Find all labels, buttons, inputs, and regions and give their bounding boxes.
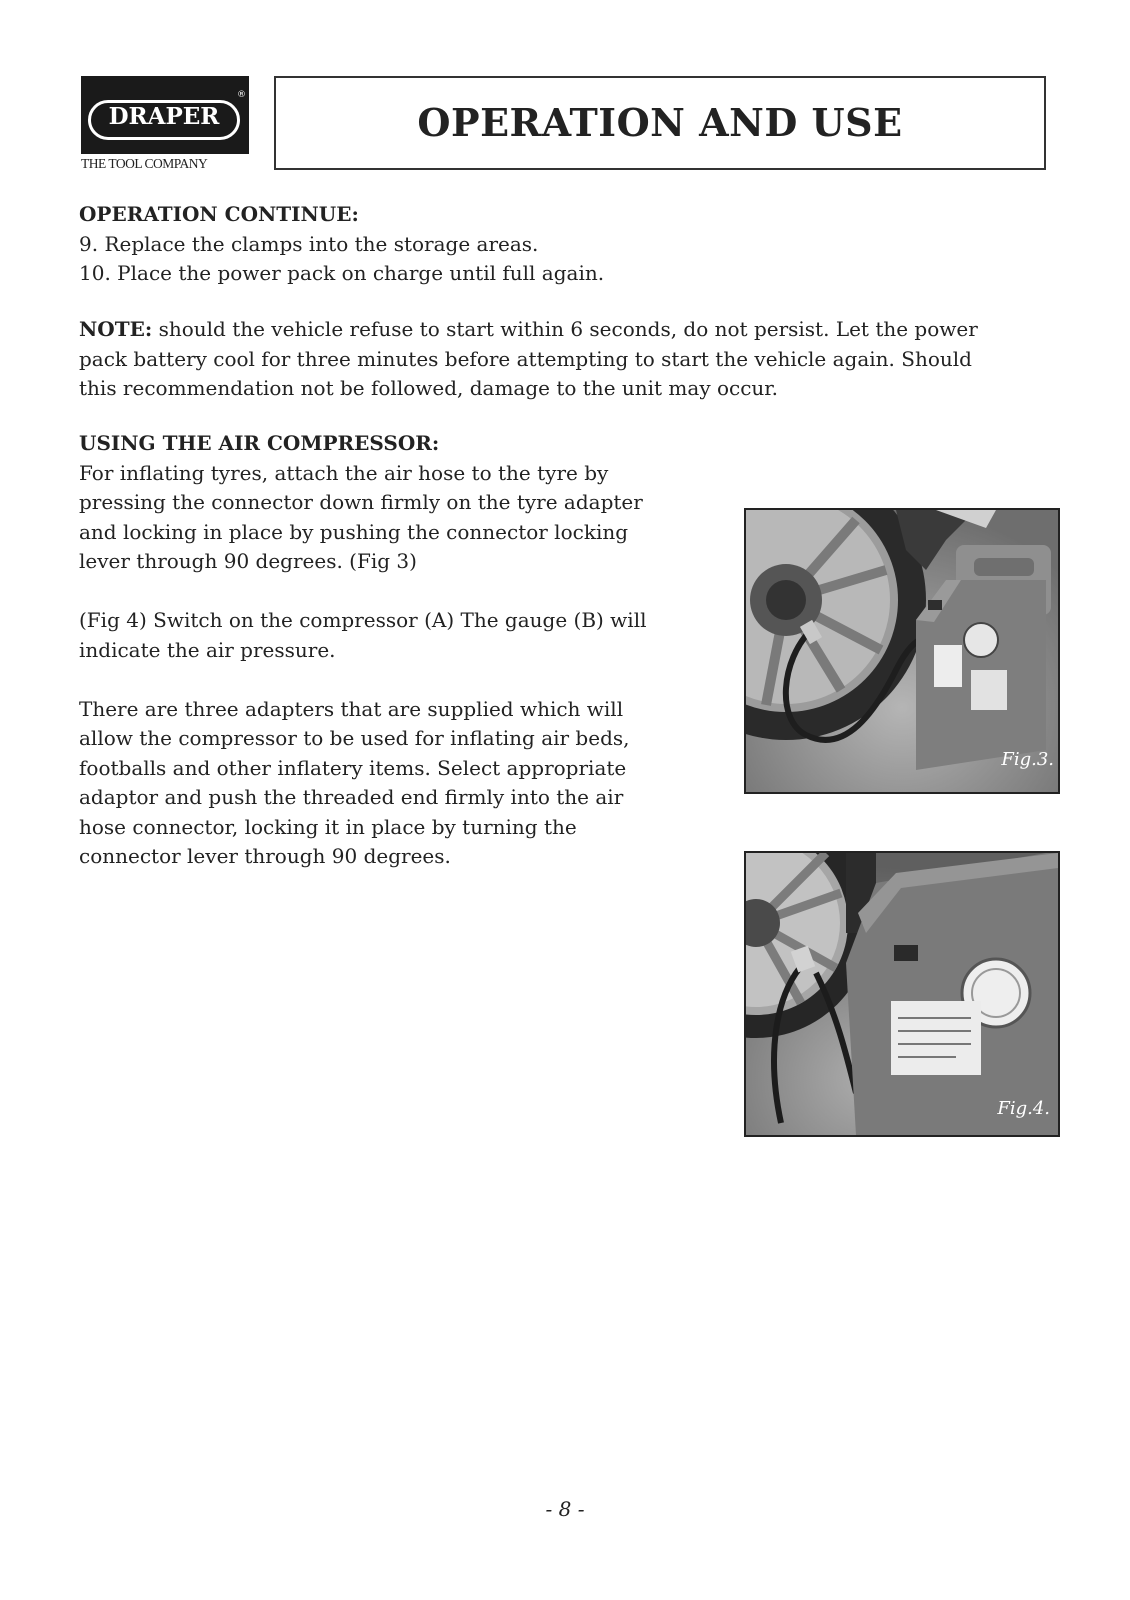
step-item: 10. Place the power pack on charge until full again.	[79, 261, 605, 285]
registered-mark: ®	[237, 90, 246, 100]
logo-brand-name: DRAPER	[108, 103, 220, 130]
draper-logo	[81, 76, 249, 172]
paragraph-gap	[79, 665, 647, 695]
note-text: should the vehicle refuse to start within 6 seconds, do not persist. Let the power	[152, 317, 978, 341]
note-section	[79, 315, 978, 404]
paragraph-line: allow the compressor to be used for inflating air beds,	[79, 726, 630, 750]
figure-4-photo	[744, 851, 1060, 1137]
paragraph-line: and locking in place by pushing the connector locking	[79, 519, 629, 544]
paragraph-line: pressing the connector down firmly on the tyre adapter	[79, 490, 643, 514]
paragraph-line: indicate the air pressure.	[79, 637, 336, 662]
paragraph-line: lever through 90 degrees. (Fig 3)	[79, 549, 417, 573]
paragraph-line: There are three adapters that are supplied which will	[79, 696, 624, 721]
air-compressor-section	[79, 429, 647, 872]
operation-continue-section	[79, 200, 604, 289]
step-item: 9. Replace the clamps into the storage areas.	[79, 231, 539, 256]
paragraph-line: (Fig 4) Switch on the compressor (A) The gauge (B) will	[79, 608, 647, 632]
note-label: NOTE:	[79, 317, 153, 341]
compressor-switch-photo	[746, 853, 1058, 1135]
logo-badge	[81, 76, 249, 154]
paragraph-gap	[79, 577, 647, 607]
title-box	[274, 76, 1046, 170]
air-compressor-heading: USING THE AIR COMPRESSOR:	[79, 431, 440, 455]
paragraph-line: hose connector, locking it in place by turning the	[79, 814, 577, 839]
figure-4-caption: Fig.4.	[997, 1098, 1050, 1119]
note-line	[79, 315, 978, 345]
figure-3-caption: Fig.3.	[1001, 749, 1054, 770]
page-title: OPERATION AND USE	[417, 100, 903, 145]
paragraph-line: connector lever through 90 degrees.	[79, 844, 451, 868]
figure-3-photo	[744, 508, 1060, 794]
paragraph-line: For inflating tyres, attach the air hose to the tyre by	[79, 460, 609, 485]
note-line: pack battery cool for three minutes before attempting to start the vehicle again. Should	[79, 346, 972, 371]
paragraph-line: footballs and other inflatery items. Select appropriate	[79, 755, 627, 780]
logo-tagline: THE TOOL COMPANY	[81, 156, 208, 171]
page-number: - 8 -	[545, 1497, 585, 1521]
paragraph-line: adaptor and push the threaded end firmly into the air	[79, 785, 624, 809]
operation-continue-heading: OPERATION CONTINUE:	[79, 202, 359, 226]
note-line: this recommendation not be followed, damage to the unit may occur.	[79, 376, 779, 400]
